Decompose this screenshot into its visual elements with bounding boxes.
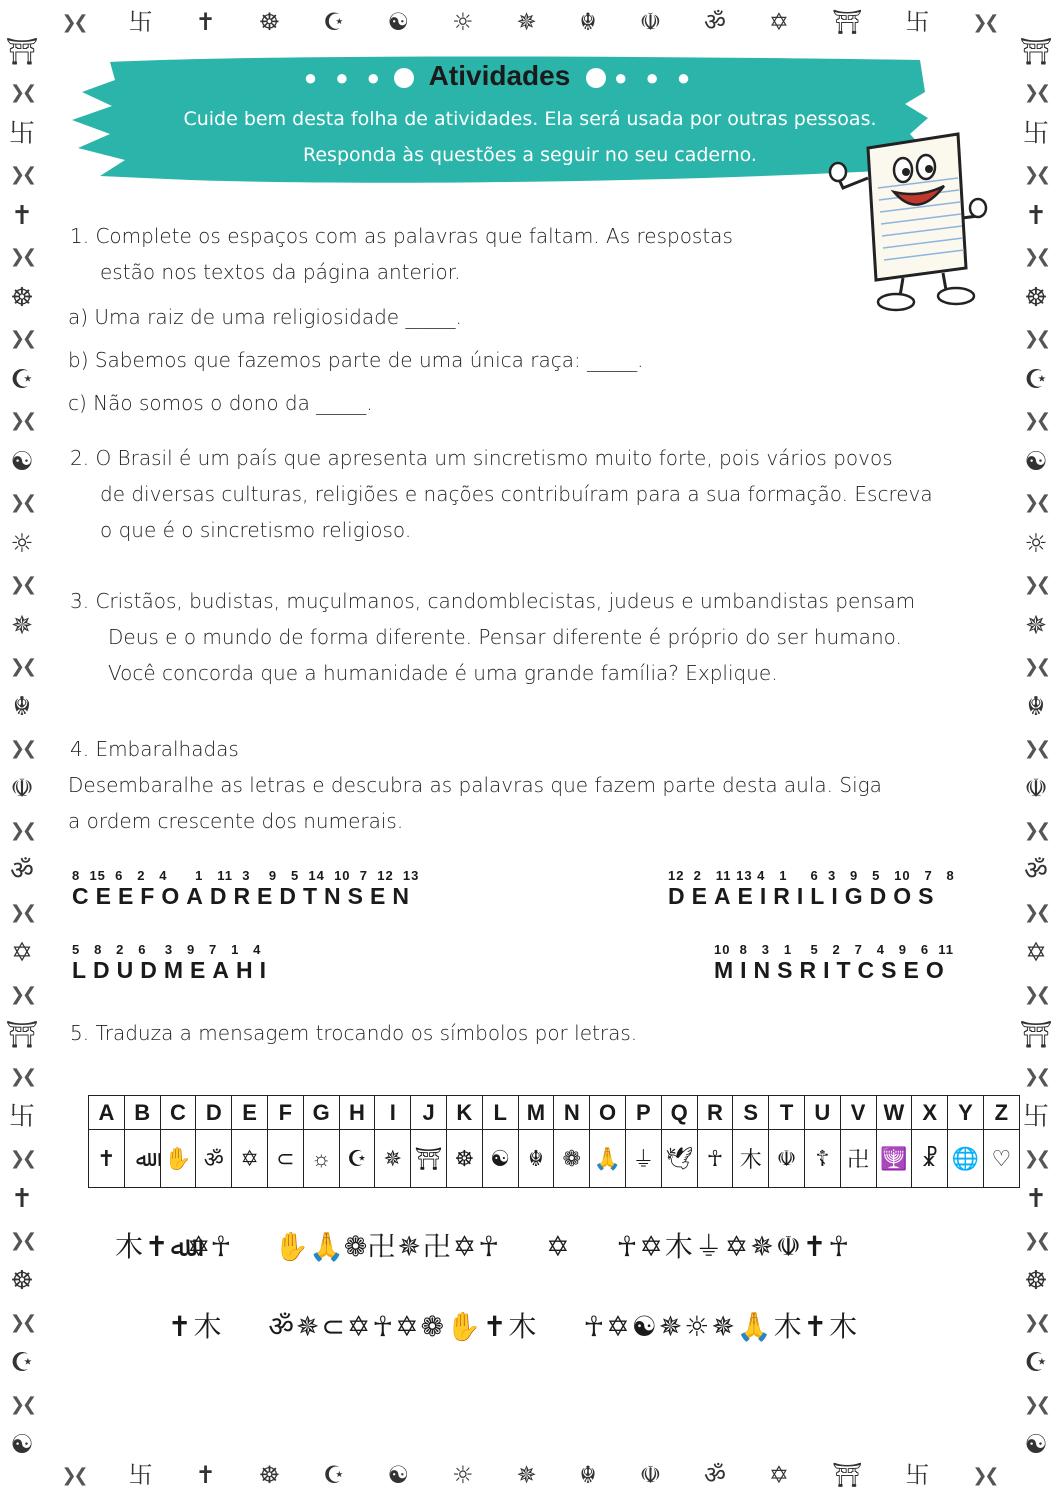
frame-symbol-icon: ☸	[1024, 282, 1048, 313]
paper-mascot-illustration	[828, 128, 988, 318]
cipher-letter: U	[804, 1096, 840, 1130]
chevron-pattern-icon: ❯❮	[9, 410, 35, 432]
frame-symbol-icon: ☼	[452, 1461, 474, 1489]
question-1	[70, 218, 733, 290]
frame-top-border	[0, 0, 1058, 44]
question-1-items	[68, 296, 643, 425]
chevron-pattern-icon: ❯❮	[9, 1229, 35, 1251]
cipher-letter: Z	[983, 1096, 1019, 1130]
frame-symbol-icon: ⛩	[1019, 1020, 1053, 1051]
cipher-symbol-icon: ☫	[769, 1130, 805, 1188]
banner-title: Atividades	[428, 60, 571, 91]
coded-word: 木✝ﷲ✡☥	[115, 1230, 232, 1263]
frame-symbol-icon: ☸	[1024, 1266, 1048, 1297]
coded-message-line-1	[115, 1225, 851, 1265]
frame-symbol-icon: 卐	[128, 1461, 153, 1489]
chevron-pattern-icon: ❯❮	[1023, 492, 1049, 514]
chevron-pattern-icon: ❯❮	[9, 164, 35, 186]
scrambled-word-4	[714, 942, 954, 984]
cipher-symbol-icon: ✝	[89, 1130, 125, 1188]
scrambled-word-numbers: 10 8 3 1 5 2 7 4 9 6 11	[714, 942, 955, 957]
cipher-symbol-icon: ॐ	[196, 1130, 232, 1188]
cipher-symbol-icon: ☼	[303, 1130, 339, 1188]
chevron-pattern-icon: ❯❮	[9, 246, 35, 268]
frame-symbol-icon: ॐ	[704, 1461, 726, 1489]
frame-symbol-icon: ॐ	[1024, 856, 1048, 887]
scrambled-word-letters: CEEFOADREDTNSEN	[72, 883, 416, 909]
cipher-letter: L	[482, 1096, 518, 1130]
question-4-title: 4. Embaralhadas	[70, 737, 239, 761]
cipher-letter: N	[554, 1096, 590, 1130]
question-3-text: Você concorda que a humanidade é uma grande família? Explique.	[108, 661, 778, 685]
question-3	[70, 583, 915, 691]
frame-symbol-icon: 卐	[905, 1461, 930, 1489]
frame-symbol-icon: ☪	[323, 8, 345, 36]
frame-symbol-icon: ☪	[10, 364, 34, 395]
frame-symbol-icon: 卐	[8, 118, 35, 149]
frame-symbol-icon: ☯	[387, 1461, 410, 1489]
frame-symbol-icon: ⛩	[5, 36, 39, 67]
question-1a: a) Uma raiz de uma religiosidade _____.	[68, 305, 462, 329]
frame-symbol-icon: ✝	[195, 8, 216, 36]
cipher-letter: R	[697, 1096, 733, 1130]
cipher-letter: Q	[661, 1096, 697, 1130]
cipher-symbol-icon: ☬	[518, 1130, 554, 1188]
cipher-symbol-icon: ✵	[375, 1130, 411, 1188]
banner-instruction-1: Cuide bem desta folha de atividades. Ela será usada por outras pessoas.	[183, 108, 877, 130]
frame-left-border	[0, 30, 44, 1467]
cipher-symbol-icon: ❁	[554, 1130, 590, 1188]
scrambled-word-2	[668, 868, 955, 910]
cipher-letter: H	[339, 1096, 375, 1130]
dot-icon	[586, 68, 606, 88]
chevron-pattern-icon: ❯❮	[9, 1393, 35, 1415]
scrambled-word-numbers: 8 15 6 2 4 1 11 3 9 5 14 10 7 12 13	[72, 868, 420, 883]
chevron-pattern-icon: ❯❮	[1023, 574, 1049, 596]
cipher-letter: D	[196, 1096, 232, 1130]
question-5	[70, 1015, 637, 1051]
cipher-letter: V	[840, 1096, 876, 1130]
cipher-letter: F	[267, 1096, 303, 1130]
frame-symbol-icon: ✵	[516, 8, 537, 36]
cipher-symbol-icon: 卍	[840, 1130, 876, 1188]
frame-symbol-icon: ☸	[258, 8, 281, 36]
frame-symbol-icon: ☸	[258, 1461, 281, 1489]
frame-symbol-icon: ✡	[1025, 938, 1047, 969]
frame-symbol-icon: ⛩	[831, 1461, 863, 1489]
dots-right-icon: ● ● ●	[614, 64, 697, 90]
cipher-symbol-icon: ⊂	[267, 1130, 303, 1188]
cipher-symbol-icon: ✋	[160, 1130, 196, 1188]
cipher-symbols-row	[89, 1130, 1020, 1188]
chevron-pattern-icon: ❯❮	[9, 1311, 35, 1333]
scrambled-word-3	[72, 942, 273, 984]
cipher-letter: B	[124, 1096, 160, 1130]
frame-symbol-icon: ☬	[1026, 692, 1046, 723]
cipher-letter: S	[733, 1096, 769, 1130]
cipher-symbol-icon: ☯	[482, 1130, 518, 1188]
chevron-pattern-icon: ❯❮	[1023, 901, 1049, 923]
frame-symbol-icon: ☯	[10, 446, 34, 477]
cipher-symbol-icon: 🙏	[590, 1130, 626, 1188]
frame-symbol-icon: ⛩	[1019, 36, 1053, 67]
question-2	[70, 440, 933, 548]
question-5-text: 5. Traduza a mensagem trocando os símbolos por letras.	[70, 1021, 638, 1045]
frame-symbol-icon: ✝	[11, 1184, 33, 1215]
chevron-pattern-icon: ❯❮	[972, 1464, 997, 1486]
cipher-symbol-icon: 🌐	[948, 1130, 984, 1188]
frame-symbol-icon: ☫	[639, 1461, 662, 1489]
coded-message-line-2	[168, 1305, 859, 1345]
chevron-pattern-icon: ❯❮	[9, 901, 35, 923]
coded-word: ॐ✵⊂✡☥✡❁✋✝木	[268, 1310, 539, 1343]
frame-symbol-icon: ⛩	[831, 8, 863, 36]
cipher-symbol-icon: ♡	[983, 1130, 1019, 1188]
cipher-symbol-icon: ⛩	[411, 1130, 447, 1188]
frame-symbol-icon: ✝	[195, 1461, 216, 1489]
frame-symbol-icon: 卐	[1022, 1102, 1049, 1133]
scrambled-word-numbers: 12 2 11 13 4 1 6 3 9 5 10 7 8	[668, 868, 955, 883]
chevron-pattern-icon: ❯❮	[1023, 737, 1049, 759]
cipher-letter: T	[769, 1096, 805, 1130]
cipher-symbol-icon: ✡	[232, 1130, 268, 1188]
chevron-pattern-icon: ❯❮	[9, 737, 35, 759]
cipher-symbol-icon: ☪	[339, 1130, 375, 1188]
chevron-pattern-icon: ❯❮	[9, 1065, 35, 1087]
frame-symbol-icon: ☪	[1024, 364, 1048, 395]
chevron-pattern-icon: ❯❮	[1023, 819, 1049, 841]
chevron-pattern-icon: ❯❮	[1023, 1065, 1049, 1087]
chevron-pattern-icon: ❯❮	[9, 574, 35, 596]
frame-symbol-icon: ✵	[516, 1461, 537, 1489]
frame-symbol-icon: 卐	[8, 1102, 35, 1133]
frame-symbol-icon: ⛩	[5, 1020, 39, 1051]
cipher-letter: G	[303, 1096, 339, 1130]
chevron-pattern-icon: ❯❮	[1023, 1147, 1049, 1169]
activities-banner	[70, 52, 930, 187]
cipher-symbol-icon: ☦	[804, 1130, 840, 1188]
frame-symbol-icon: ✡	[768, 8, 789, 36]
cipher-letter: C	[160, 1096, 196, 1130]
question-2-text: o que é o sincretismo religioso.	[100, 518, 412, 542]
cipher-letters-row	[89, 1096, 1020, 1130]
frame-symbol-icon: ☸	[10, 1266, 34, 1297]
chevron-pattern-icon: ❯❮	[9, 656, 35, 677]
scrambled-word-letters: MINSRITCSEO	[714, 957, 951, 983]
frame-symbol-icon: ✝	[11, 200, 33, 231]
cipher-letter: J	[411, 1096, 447, 1130]
chevron-pattern-icon: ❯❮	[1023, 410, 1049, 432]
question-1b: b) Sabemos que fazemos parte de uma única raça: _____.	[68, 348, 644, 372]
cipher-letter: X	[912, 1096, 948, 1130]
chevron-pattern-icon: ❯❮	[9, 82, 35, 104]
frame-symbol-icon: ☼	[1024, 528, 1048, 559]
coded-word: ✝木	[168, 1310, 224, 1343]
cipher-letter: I	[375, 1096, 411, 1130]
question-2-text: 2. O Brasil é um país que apresenta um sincretismo muito forte, pois vários povos	[70, 446, 893, 470]
chevron-pattern-icon: ❯❮	[9, 492, 35, 514]
question-1-text: 1. Complete os espaços com as palavras que faltam. As respostas	[70, 224, 733, 248]
frame-symbol-icon: ☪	[323, 1461, 345, 1489]
chevron-pattern-icon: ❯❮	[9, 983, 35, 1005]
question-4-text: Desembaralhe as letras e descubra as palavras que fazem parte desta aula. Siga	[68, 773, 882, 797]
cipher-symbol-icon: 🕊	[661, 1130, 697, 1188]
chevron-pattern-icon: ❯❮	[61, 11, 86, 33]
chevron-pattern-icon: ❯❮	[9, 328, 35, 350]
chevron-pattern-icon: ❯❮	[9, 1147, 35, 1169]
chevron-pattern-icon: ❯❮	[61, 1464, 86, 1486]
frame-symbol-icon: ☫	[1024, 774, 1048, 805]
chevron-pattern-icon: ❯❮	[1023, 1393, 1049, 1415]
chevron-pattern-icon: ❯❮	[1023, 983, 1049, 1005]
coded-word: ✡	[546, 1230, 572, 1263]
frame-symbol-icon: ✵	[1025, 610, 1047, 641]
frame-symbol-icon: ☼	[10, 528, 34, 559]
chevron-pattern-icon: ❯❮	[1023, 164, 1049, 186]
chevron-pattern-icon: ❯❮	[1023, 246, 1049, 268]
frame-symbol-icon: ☯	[1024, 1430, 1048, 1461]
frame-symbol-icon: 卐	[1022, 118, 1049, 149]
cipher-symbol-icon: ⏚	[625, 1130, 661, 1188]
frame-right-border	[1014, 30, 1058, 1467]
cipher-symbol-icon: ﷲ	[124, 1130, 160, 1188]
frame-bottom-border	[0, 1453, 1058, 1497]
coded-word: ☥✡木⏚✡✵☫✝☥	[616, 1230, 852, 1263]
coded-word: ✋🙏❁卍✵卍✡☥	[274, 1230, 502, 1263]
chevron-pattern-icon: ❯❮	[1023, 656, 1049, 677]
frame-symbol-icon: ✵	[11, 610, 33, 641]
frame-symbol-icon: ✡	[11, 938, 33, 969]
question-4	[70, 731, 882, 839]
frame-symbol-icon: 卐	[128, 8, 153, 36]
coded-word: ☥✡☯✵☼✵🙏木✝木	[583, 1310, 860, 1343]
frame-symbol-icon: ☬	[579, 1461, 597, 1489]
frame-symbol-icon: ॐ	[704, 8, 726, 36]
cipher-symbol-icon: ☸	[446, 1130, 482, 1188]
question-3-text: Deus e o mundo de forma diferente. Pensar diferente é próprio do ser humano.	[108, 625, 902, 649]
question-2-text: de diversas culturas, religiões e nações contribuíram para a sua formação. Escreva	[100, 482, 933, 506]
scrambled-word-numbers: 5 8 2 6 3 9 7 1 4	[72, 942, 262, 957]
scrambled-word-1	[72, 868, 419, 910]
chevron-pattern-icon: ❯❮	[1023, 1229, 1049, 1251]
chevron-pattern-icon: ❯❮	[972, 11, 997, 33]
cipher-symbol-icon: ☧	[912, 1130, 948, 1188]
frame-symbol-icon: ☪	[1024, 1348, 1048, 1379]
question-1-text: estão nos textos da página anterior.	[100, 260, 461, 284]
banner-instruction-2: Responda às questões a seguir no seu caderno.	[303, 144, 757, 166]
cipher-letter: A	[89, 1096, 125, 1130]
frame-symbol-icon: ☯	[10, 1430, 34, 1461]
chevron-pattern-icon: ❯❮	[9, 819, 35, 841]
frame-symbol-icon: ☼	[452, 8, 474, 36]
cipher-letter: Y	[948, 1096, 984, 1130]
chevron-pattern-icon: ❯❮	[1023, 1311, 1049, 1333]
frame-symbol-icon: ✝	[1025, 200, 1047, 231]
question-3-text: 3. Cristãos, budistas, muçulmanos, candomblecistas, judeus e umbandistas pensam	[70, 589, 916, 613]
frame-symbol-icon: ☸	[10, 282, 34, 313]
cipher-letter: E	[232, 1096, 268, 1130]
frame-symbol-icon: ☫	[639, 8, 662, 36]
question-4-text: a ordem crescente dos numerais.	[68, 809, 404, 833]
frame-symbol-icon: ☯	[387, 8, 410, 36]
frame-symbol-icon: ॐ	[10, 856, 34, 887]
cipher-letter: K	[446, 1096, 482, 1130]
frame-symbol-icon: ☫	[10, 774, 34, 805]
frame-symbol-icon: ☪	[10, 1348, 34, 1379]
question-1c: c) Não somos o dono da _____.	[68, 391, 373, 415]
cipher-letter: O	[590, 1096, 626, 1130]
cipher-letter: W	[876, 1096, 912, 1130]
dot-icon	[394, 68, 414, 88]
frame-symbol-icon: ✝	[1025, 1184, 1047, 1215]
cipher-symbol-icon: 木	[733, 1130, 769, 1188]
frame-symbol-icon: 卐	[905, 8, 930, 36]
cipher-symbol-icon: 🕎	[876, 1130, 912, 1188]
cipher-letter: M	[518, 1096, 554, 1130]
cipher-table	[88, 1095, 1020, 1188]
frame-symbol-icon: ☬	[12, 692, 32, 723]
scrambled-word-letters: DEAEIRILIGDOS	[668, 883, 941, 909]
scrambled-word-letters: LDUDMEAHI	[72, 957, 273, 983]
cipher-symbol-icon: ☥	[697, 1130, 733, 1188]
chevron-pattern-icon: ❯❮	[1023, 82, 1049, 104]
frame-symbol-icon: ☯	[1024, 446, 1048, 477]
banner-title-row	[70, 60, 930, 92]
frame-symbol-icon: ☬	[579, 8, 597, 36]
chevron-pattern-icon: ❯❮	[1023, 328, 1049, 350]
cipher-letter: P	[625, 1096, 661, 1130]
frame-symbol-icon: ✡	[768, 1461, 789, 1489]
dots-left-icon: ● ● ●	[303, 64, 386, 90]
